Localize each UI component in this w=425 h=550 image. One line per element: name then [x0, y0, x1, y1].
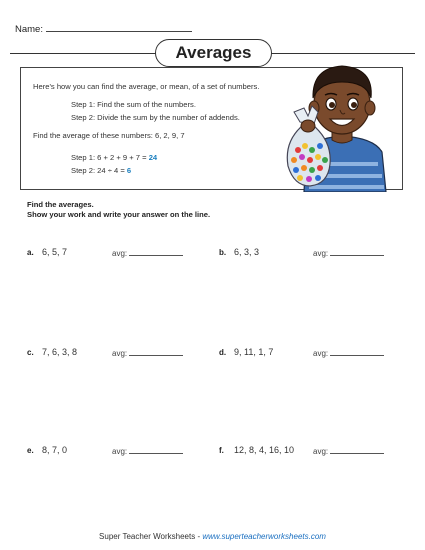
example-step2 — [71, 166, 131, 175]
footer — [0, 532, 425, 541]
problem-numbers: 12, 8, 4, 16, 10 — [234, 445, 295, 455]
avg-answer[interactable] — [313, 446, 384, 456]
name-label: Name: — [15, 24, 43, 35]
example-step2-text: Step 2: 24 ÷ 4 = — [71, 166, 127, 175]
problem-letter: a. — [27, 248, 34, 257]
avg-answer[interactable] — [112, 248, 183, 258]
answer-line[interactable] — [330, 248, 384, 256]
answer-line[interactable] — [129, 248, 183, 256]
example-step1-text: Step 1: 6 + 2 + 9 + 7 = — [71, 153, 149, 162]
avg-label: avg: — [313, 349, 329, 358]
problem-numbers: 7, 6, 3, 8 — [42, 347, 78, 357]
avg-answer[interactable] — [313, 348, 384, 358]
example-step2-result: 6 — [126, 166, 132, 175]
avg-label: avg: — [112, 447, 128, 456]
problem-letter: d. — [219, 348, 227, 357]
example-step1-result: 24 — [148, 153, 158, 162]
name-field[interactable] — [15, 22, 192, 35]
answer-line[interactable] — [330, 446, 384, 454]
intro-line: Here's how you can find the average, or mean, of a set of numbers. — [33, 82, 260, 91]
intro-step2: Step 2: Divide the sum by the number of addends. — [71, 113, 240, 122]
problem-letter: e. — [27, 446, 34, 455]
footer-link[interactable]: www.superteacherworksheets.com — [202, 532, 326, 541]
instructions-line1: Find the averages. — [27, 200, 94, 209]
boy-with-candy-illustration — [282, 42, 402, 192]
problem-numbers: 8, 7, 0 — [42, 445, 68, 455]
example-step1 — [71, 153, 157, 162]
problem-letter: f. — [219, 446, 224, 455]
answer-line[interactable] — [129, 348, 183, 356]
avg-label: avg: — [112, 249, 128, 258]
answer-line[interactable] — [330, 348, 384, 356]
avg-answer[interactable] — [112, 446, 183, 456]
avg-label: avg: — [313, 249, 329, 258]
instructions-line2: Show your work and write your answer on the line. — [27, 210, 211, 219]
example-prompt: Find the average of these numbers: 6, 2, 9, 7 — [33, 131, 185, 140]
intro-step1: Step 1: Find the sum of the numbers. — [71, 100, 196, 109]
footer-text: Super Teacher Worksheets - — [99, 532, 203, 541]
problem-numbers: 9, 11, 1, 7 — [234, 347, 274, 357]
problem-letter: b. — [219, 248, 227, 257]
avg-label: avg: — [313, 447, 329, 456]
avg-answer[interactable] — [313, 248, 384, 258]
problem-numbers: 6, 5, 7 — [42, 247, 68, 257]
problem-numbers: 6, 3, 3 — [234, 247, 260, 257]
avg-answer[interactable] — [112, 348, 183, 358]
answer-line[interactable] — [129, 446, 183, 454]
name-line[interactable] — [46, 22, 192, 32]
avg-label: avg: — [112, 349, 128, 358]
page-title: Averages — [155, 39, 272, 67]
problem-letter: c. — [27, 348, 34, 357]
